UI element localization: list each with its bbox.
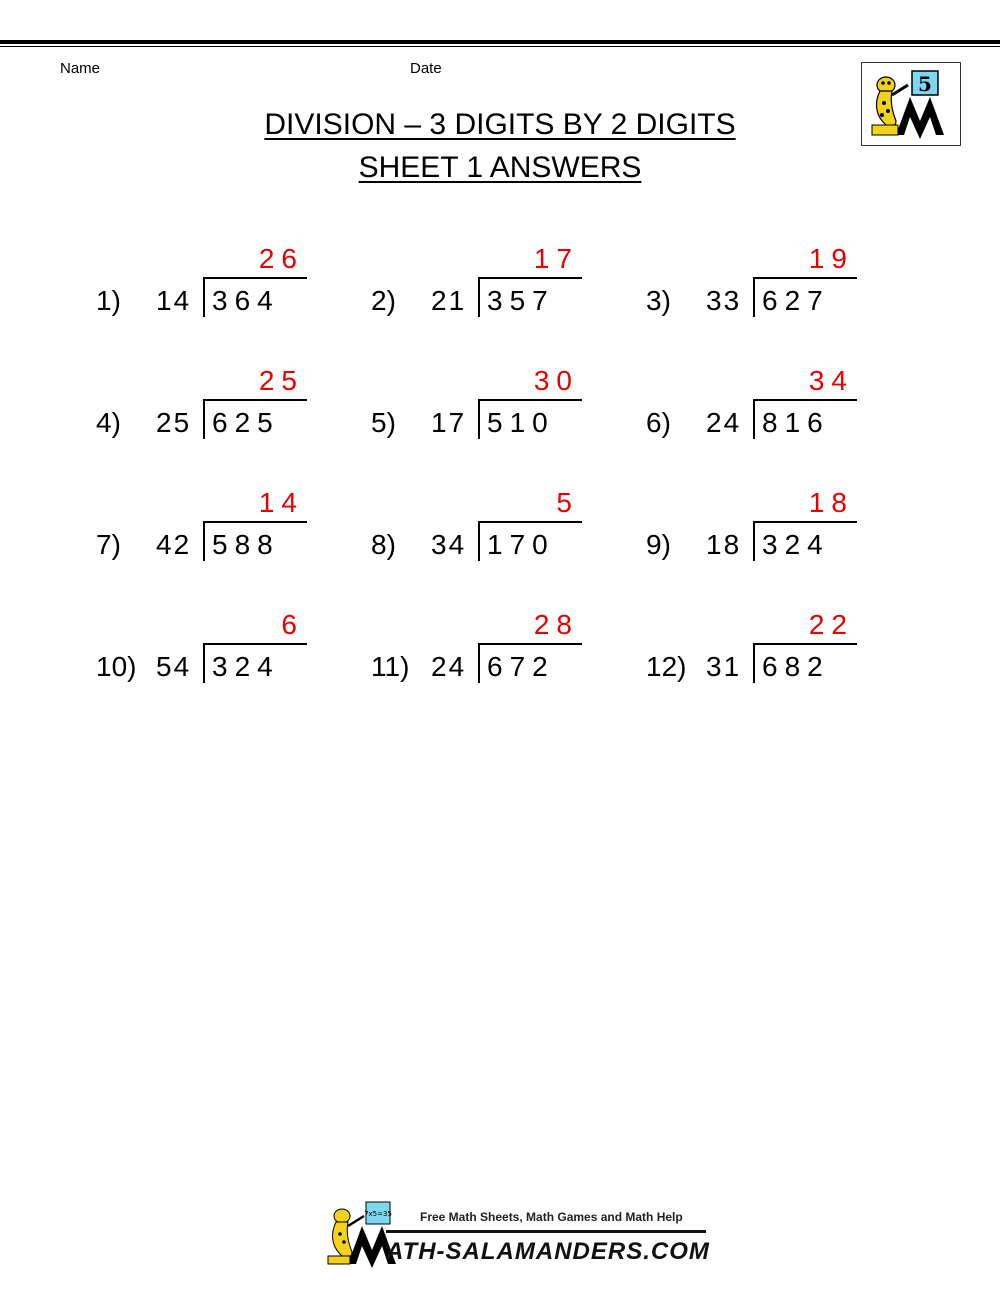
problem-4	[96, 365, 356, 445]
problem-number: 8)	[371, 529, 396, 560]
problem-number: 4)	[96, 407, 121, 438]
problem-number: 5)	[371, 407, 396, 438]
problem-number: 9)	[646, 529, 671, 560]
answer: 25	[258, 365, 304, 396]
footer-site-name[interactable]: ATH-SALAMANDERS.COM	[386, 1238, 710, 1265]
answer: 34	[808, 365, 854, 396]
answer: 19	[808, 243, 854, 274]
problem-12	[646, 609, 906, 689]
problem-3	[646, 243, 906, 323]
problem-number: 12)	[646, 651, 687, 682]
footer-tagline: Free Math Sheets, Math Games and Math Help	[420, 1210, 683, 1224]
dividend: 324	[212, 651, 280, 682]
problem-number: 2)	[371, 285, 396, 316]
divisor: 31	[706, 651, 742, 682]
divisor: 24	[431, 651, 467, 682]
problem-11	[371, 609, 631, 689]
problem-number: 7)	[96, 529, 121, 560]
divisor: 34	[431, 529, 467, 560]
logo-equation: 7x5=35	[364, 1210, 392, 1218]
dividend: 627	[762, 285, 830, 316]
dividend: 682	[762, 651, 830, 682]
problem-9	[646, 487, 906, 567]
footer-rule	[386, 1230, 706, 1233]
title-line-1: DIVISION – 3 DIGITS BY 2 DIGITS	[264, 108, 736, 141]
divisor: 25	[156, 407, 192, 438]
answer: 6	[281, 609, 304, 640]
grade-logo	[861, 62, 961, 146]
divisor: 42	[156, 529, 192, 560]
date-label: Date	[410, 60, 442, 77]
problem-2	[371, 243, 631, 323]
top-rule-thin	[0, 46, 1000, 47]
problem-8	[371, 487, 631, 567]
problem-6	[646, 365, 906, 445]
problem-10	[96, 609, 356, 689]
dividend: 170	[487, 529, 555, 560]
answer: 17	[533, 243, 579, 274]
divisor: 21	[431, 285, 467, 316]
salamander-grade-icon	[862, 63, 960, 145]
divisor: 33	[706, 285, 742, 316]
dividend: 364	[212, 285, 280, 316]
worksheet-subtitle	[0, 151, 1000, 185]
problem-7	[96, 487, 356, 567]
dividend: 588	[212, 529, 280, 560]
top-rule	[0, 40, 1000, 44]
grade-badge-text: 5	[918, 72, 932, 96]
problem-number: 3)	[646, 285, 671, 316]
answer: 26	[258, 243, 304, 274]
answer: 14	[258, 487, 304, 518]
divisor: 24	[706, 407, 742, 438]
answer: 22	[808, 609, 854, 640]
dividend: 324	[762, 529, 830, 560]
title-line-2: SHEET 1 ANSWERS	[358, 151, 642, 184]
dividend: 625	[212, 407, 280, 438]
answer: 5	[556, 487, 579, 518]
name-label: Name	[60, 60, 101, 77]
problem-number: 1)	[96, 285, 121, 316]
problem-1	[96, 243, 356, 323]
answer: 30	[533, 365, 579, 396]
divisor: 18	[706, 529, 742, 560]
problem-5	[371, 365, 631, 445]
problem-number: 11)	[371, 651, 410, 682]
dividend: 672	[487, 651, 555, 682]
footer-logo[interactable]	[326, 1198, 710, 1268]
problem-number: 10)	[96, 651, 137, 682]
dividend: 510	[487, 407, 555, 438]
dividend: 357	[487, 285, 555, 316]
divisor: 17	[431, 407, 467, 438]
dividend: 816	[762, 407, 830, 438]
divisor: 54	[156, 651, 192, 682]
answer: 18	[808, 487, 854, 518]
problem-number: 6)	[646, 407, 671, 438]
worksheet-title	[0, 108, 1000, 142]
divisor: 14	[156, 285, 192, 316]
answer: 28	[533, 609, 579, 640]
